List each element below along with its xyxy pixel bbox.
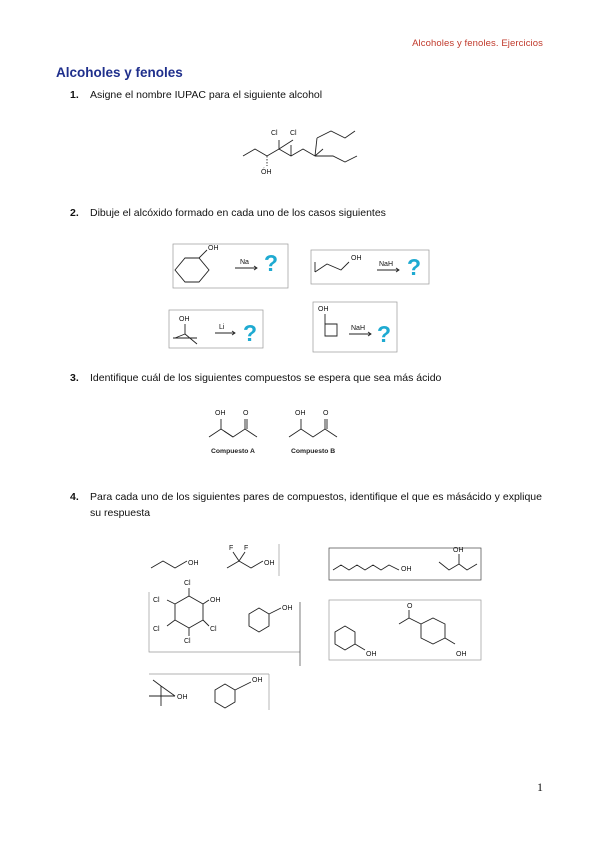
question-mark: ? — [407, 254, 422, 280]
question-1 — [70, 87, 550, 103]
label-oh: OH — [453, 547, 464, 554]
question-number: 4. — [70, 491, 79, 503]
label-oh: OH — [177, 694, 188, 701]
label-cl: Cl — [271, 130, 278, 137]
label-oh: ÓH — [261, 169, 272, 176]
question-mark: ? — [377, 321, 392, 347]
label-oh: OH — [366, 651, 377, 658]
question-number: 1. — [70, 89, 79, 101]
question-3 — [70, 370, 550, 386]
label-oh: OH — [264, 560, 275, 567]
label-oh: OH — [282, 605, 293, 612]
question-text: Identifique cuál de los siguientes compuestos se espera que sea más ácido — [90, 372, 442, 384]
reagent-label: NaH — [379, 261, 394, 268]
label-f: F — [244, 545, 249, 552]
label-oh: OH — [295, 410, 306, 417]
label-o: O — [323, 410, 329, 417]
reagent-label: Li — [219, 324, 225, 331]
alkoxide-reactions — [165, 238, 455, 356]
compound-b-caption: Compuesto B — [291, 448, 336, 455]
label-cl: Cl — [290, 130, 297, 137]
label-f: F — [229, 545, 234, 552]
label-oh: OH — [252, 677, 263, 684]
question-text: Asigne el nombre IUPAC para el siguiente alcohol — [90, 89, 323, 101]
label-cl: Cl — [184, 580, 191, 587]
question-mark: ? — [264, 250, 279, 276]
label-oh: OH — [401, 566, 412, 573]
label-oh: OH — [210, 597, 221, 604]
compound-a-caption: Compuesto A — [211, 448, 255, 455]
page-number: 1 — [537, 780, 543, 794]
acidity-pairs — [145, 540, 490, 715]
label-cl: Cl — [153, 626, 160, 633]
label-oh: OH — [208, 245, 219, 252]
compounds-a-b — [205, 403, 360, 459]
question-mark: ? — [243, 320, 258, 346]
question-2 — [70, 205, 550, 221]
label-oh: OH — [215, 410, 226, 417]
running-header: Alcoholes y fenoles. Ejercicios — [412, 38, 543, 49]
label-oh: OH — [456, 651, 467, 658]
question-text: Para cada uno de los siguientes pares de compuestos, identifique el que es másácido y explique su respuesta — [90, 491, 542, 519]
question-4 — [70, 489, 542, 521]
label-oh: OH — [351, 255, 362, 262]
iupac-alcohol-structure — [235, 118, 365, 183]
label-cl: Cl — [153, 597, 160, 604]
label-cl: Cl — [210, 626, 217, 633]
section-title: Alcoholes y fenoles — [56, 65, 183, 80]
question-text: Dibuje el alcóxido formado en cada uno de los casos siguientes — [90, 207, 386, 219]
reagent-label: Na — [240, 259, 249, 266]
label-oh: OH — [188, 560, 199, 567]
label-o: O — [407, 603, 413, 610]
question-number: 2. — [70, 207, 79, 219]
label-oh: OH — [179, 316, 190, 323]
label-cl: Cl — [184, 638, 191, 645]
reagent-label: NaH — [351, 325, 366, 332]
question-number: 3. — [70, 372, 79, 384]
label-o: O — [243, 410, 249, 417]
label-oh: OH — [318, 306, 329, 313]
